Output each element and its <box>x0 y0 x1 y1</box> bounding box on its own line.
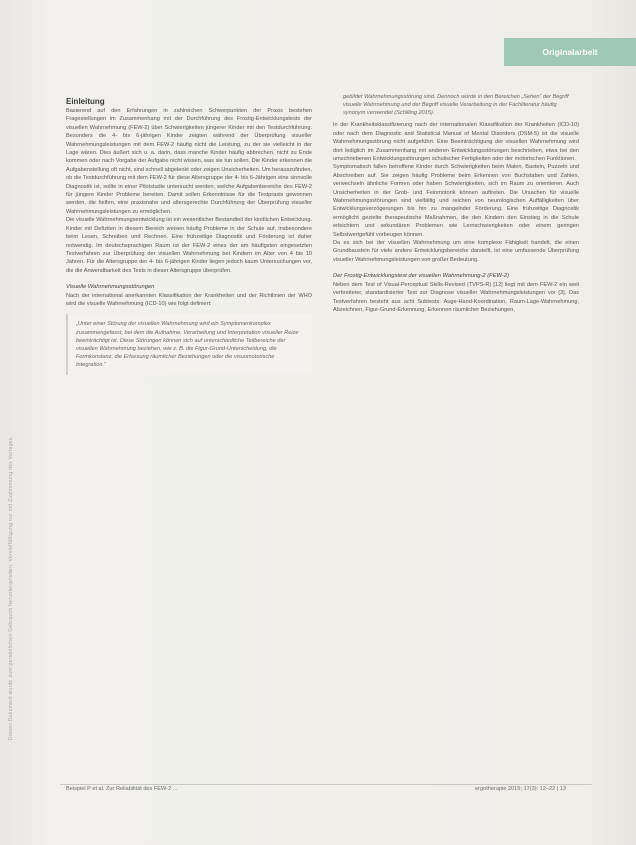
page-footer <box>0 784 636 802</box>
paragraph: Symptomatisch fallen betroffene Kinder durch Schwierigkeiten beim Malen, Basteln, Puzzeln und Abschreiben auf. Sie zeigen häufig Probleme beim Erkennen von Buchstaben und Zahlen, verwechseln ähnliche Formen oder haben Schwierigkeiten, sich im Raum zu orientieren. Auch Unsicherheiten in der Grob- und Feinmotorik können auftreten. Die Ursachen für visuelle Wahrnehmungsstörungen sind vielfältig und reichen von neurologischen Auffälligkeiten über Entwicklungsverzögerungen bis hin zu mangelnder Förderung. Eine frühzeitige Diagnostik ermöglicht gezielte therapeutische Maßnahmen, die den Kindern den Einstieg in die Schule erleichtern und sekundären Problemen wie Lernschwierigkeiten oder einem geringen Selbstwertgefühl vorbeugen können. <box>333 164 579 238</box>
footer-journal-page: ergotherapie 2015; 17(3): 12–22 | 13 <box>475 786 567 792</box>
quote-continuation: gebildet Wahrnehmungsstörung sind. Dennoch würde in den Bereichen „Sehen“ der Begriff visuelle Wahrnehmung und der Begriff visuelle Verarbeitung in der Fachliteratur häufig synonym verwendet (Schilling 2015). <box>343 94 569 117</box>
paragraph: In der Krankheitsklassifizierung nach der internationalen Klassifikation der Krankheiten (ICD-10) oder nach dem Diagnostic and Statistical Manual of Mental Disorders (DSM-5) ist die visuelle Wahrnehmungsstörung nicht aufgeführt. Eine Beeinträchtigung der visuellen Wahrnehmung wird dort lediglich im Zusammenhang mit anderen Entwicklungsstörungen beschrieben, etwa bei den umschriebenen Entwicklungsstörungen schulischer Fertigkeiten oder der motorischen Funktionen. <box>333 122 579 162</box>
section-tab: Originalarbeit <box>504 38 636 66</box>
subsection-title: Der Frostig-Entwicklungstest der visuellen Wahrnehmung-2 (FEW-2) <box>333 273 510 280</box>
paragraph: Die visuelle Wahrnehmungsentwicklung ist ein wesentlicher Bestandteil der kindlichen Entwicklung. Kinder mit Defiziten in diesem Bereich weisen häufig Probleme in der Schule auf, insbesondere beim Lesen, Schreiben und Rechnen. Eine frühzeitige Diagnostik und Förderung ist daher notwendig. Im deutschsprachigen Raum ist der FEW-2 eines der am häufigsten eingesetzten Testverfahren zur Überprüfung der visuellen Wahrnehmung bei Kindern im Alter von 4 bis 10 Jahren. Für die Altersgruppe der 4- bis 6-jährigen Kinder liegen jedoch kaum Untersuchungen vor, die die Anwendbarkeit des Tests in dieser Altersgruppe überprüfen. <box>66 217 312 274</box>
paragraph: Neben dem Test of Visual-Perceptual Skills-Revised (TVPS-R) [12] liegt mit dem FEW-2 ein weit verbreiteter, standardisierter Test zur Diagnose visueller Wahrnehmungsleistungen vor [3]. Das Testverfahren besteht aus acht Subtests: Auge-Hand-Koordination, Raum-Lage-Wahrnehmung, Abzeichnen, Figur-Grund-Erkennung, Erkennen räumlicher Beziehungen, <box>333 281 579 313</box>
footer-rule <box>60 784 592 785</box>
footer-citation: Beispiel P et al. Zur Reliabilität des FEW-2 ... <box>66 786 178 792</box>
side-copyright-note: Dieses Dokument wurde zum persönlichen Gebrauch heruntergeladen. Vervielfältigung nur mit Zustimmung des Verlages. <box>8 435 14 740</box>
left-column <box>66 97 312 375</box>
right-column <box>333 93 579 314</box>
subsection-title: Visuelle Wahrnehmungsstörungen <box>66 284 155 291</box>
paragraph: Basierend auf den Erfahrungen in zahlreichen Schwerpunkten der Praxis bestehen Fragestellungen im Zusammenhang mit der Durchführung des Frostig-Entwicklungstests der visuellen Wahrnehmung (FEW-2) über Schwierigkeiten jüngerer Kinder mit den Testdurchführung. Besonders die 4- bis 6-jährigen Kinder zeigten während der Überprüfung visueller Wahrnehmungsleistungen mit dem FEW-2 häufig nicht die Leistung, zu der sie vielleicht in der Lage wären. Dies äußert sich u. a. darin, dass manche Kinder häufig abbrechen, nicht zu Ende kommen oder nach Vorgabe der Aufgabe nicht wissen, was sie tun sollen. Die Kinder erkennen die Aufgabenstellung oft nicht, sind schnell abgelenkt oder zeigen Unsicherheiten. Um herauszufinden, ob die Testdurchführung mit dem FEW-2 für diese Altersgruppe der 4- bis 6-Jährigen eine sinnvolle Diagnostik ist, sollte in einer Pilotstudie untersucht werden, welche Aufgabenbereiche des FEW-2 für jüngere Kinder Probleme bereiten. Damit sollen Erkenntnisse für die Testpraxis gewonnen werden, die helfen, eine praxisnahe und altersgerechte Durchführung der Überprüfung visueller Wahrnehmungsleistungen zu ermöglichen. <box>66 108 312 215</box>
paragraph: Da es sich bei der visuellen Wahrnehmung um eine komplexe Fähigkeit handelt, die einen Grundbaustein für viele andere Entwicklungsbereiche darstellt, ist eine umfassende Überprüfung visueller Wahrnehmungsleistungen von großer Bedeutung. <box>333 239 579 263</box>
paragraph: Nach der international anerkannten Klassifikation der Krankheiten und der Richtlinien der WHO wird die visuelle Wahrnehmung (ICD-10) wie folgt definiert: <box>66 292 312 308</box>
section-title: Einleitung <box>66 97 105 106</box>
quote-box: „Unter einer Störung der visuellen Wahrnehmung wird ein Symptomenkomplex zusammengefasst, bei dem die Aufnahme, Verarbeitung und Interpretation visueller Reize beeinträchtigt ist. Diese Störungen können sich auf unterschiedliche Teilbereiche der visuellen Wahrnehmung beziehen, wie z. B. die Figur-Grund-Unterscheidung, die Formkonstanz, die Erfassung räumlicher Beziehungen oder die visuomotorische Integration.“ <box>66 314 312 375</box>
